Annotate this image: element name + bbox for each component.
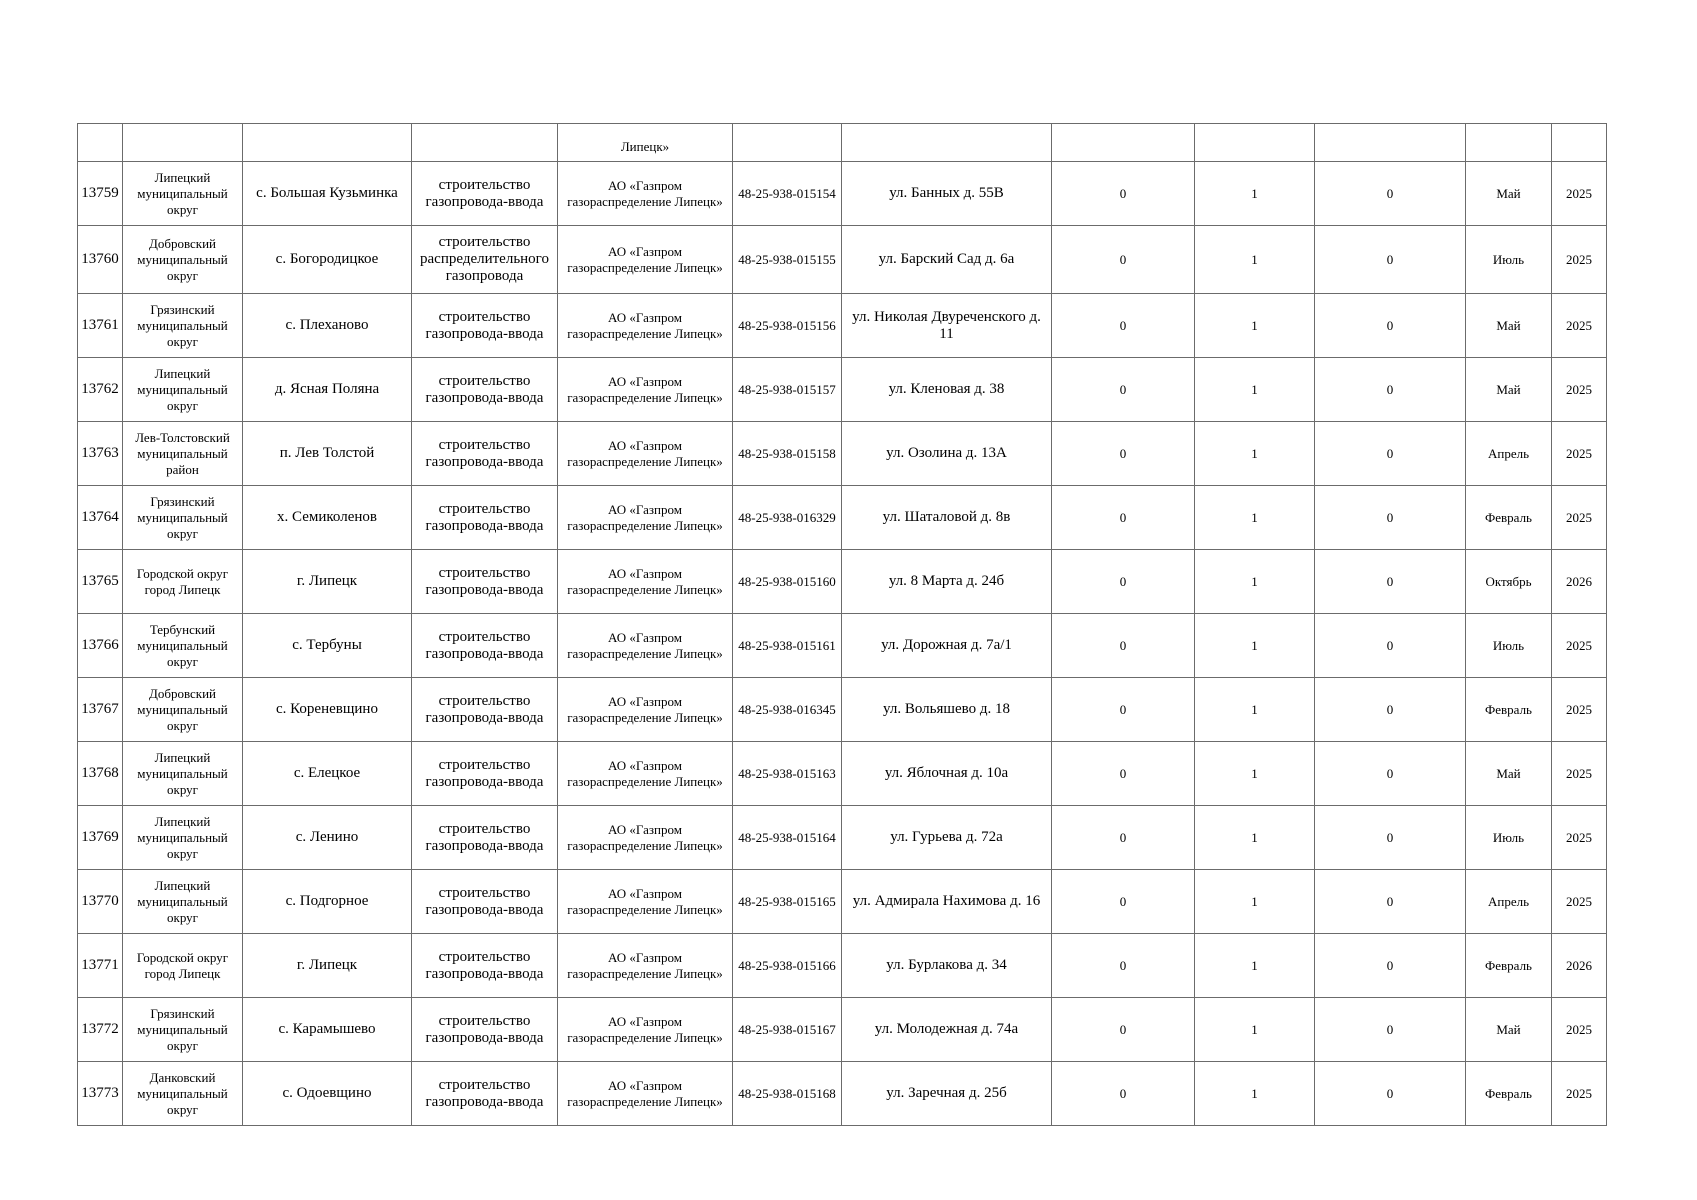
cell-year: 2025 xyxy=(1552,294,1607,358)
cell-month: Апрель xyxy=(1466,870,1552,934)
table-row xyxy=(78,614,1607,678)
cell-work-type: строительство газопровода-ввода xyxy=(412,678,558,742)
cell-number: 13772 xyxy=(78,998,123,1062)
cell-year: 2026 xyxy=(1552,934,1607,998)
cell-address: ул. Заречная д. 25б xyxy=(842,1062,1052,1126)
cell-code: 48-25-938-015168 xyxy=(733,1062,842,1126)
cell-address: ул. Гурьева д. 72а xyxy=(842,806,1052,870)
cell-count-3: 0 xyxy=(1315,678,1466,742)
cell-count-1: 0 xyxy=(1052,162,1195,226)
cell-count-2: 1 xyxy=(1195,422,1315,486)
cell-locality: с. Большая Кузьминка xyxy=(243,162,412,226)
cell-year: 2026 xyxy=(1552,550,1607,614)
cell-code: 48-25-938-016329 xyxy=(733,486,842,550)
cell-count-2: 1 xyxy=(1195,162,1315,226)
cell-code: 48-25-938-016345 xyxy=(733,678,842,742)
cell-locality: с. Ленино xyxy=(243,806,412,870)
cell-year: 2025 xyxy=(1552,614,1607,678)
cell-district: Данковский муниципальный округ xyxy=(123,1062,243,1126)
cell-organization: АО «Газпром газораспределение Липецк» xyxy=(558,226,733,294)
table-row xyxy=(78,806,1607,870)
table-row xyxy=(78,226,1607,294)
cell-count-1: 0 xyxy=(1052,226,1195,294)
cell-count-3: 0 xyxy=(1315,422,1466,486)
cell-organization: АО «Газпром газораспределение Липецк» xyxy=(558,486,733,550)
cell-code: 48-25-938-015160 xyxy=(733,550,842,614)
cell-number: 13770 xyxy=(78,870,123,934)
cell-count-3: 0 xyxy=(1315,934,1466,998)
table-row xyxy=(78,294,1607,358)
table-row xyxy=(78,162,1607,226)
cell-count-1: 0 xyxy=(1052,294,1195,358)
cell-month: Февраль xyxy=(1466,1062,1552,1126)
cell-work-type xyxy=(412,124,558,162)
cell-year xyxy=(1552,124,1607,162)
table-row xyxy=(78,358,1607,422)
cell-work-type: строительство газопровода-ввода xyxy=(412,806,558,870)
cell-address: ул. Бурлакова д. 34 xyxy=(842,934,1052,998)
cell-organization: АО «Газпром газораспределение Липецк» xyxy=(558,806,733,870)
cell-organization: АО «Газпром газораспределение Липецк» xyxy=(558,358,733,422)
cell-locality: с. Тербуны xyxy=(243,614,412,678)
cell-locality: с. Богородицкое xyxy=(243,226,412,294)
cell-month: Апрель xyxy=(1466,422,1552,486)
cell-address: ул. 8 Марта д. 24б xyxy=(842,550,1052,614)
cell-year: 2025 xyxy=(1552,486,1607,550)
cell-count-2: 1 xyxy=(1195,806,1315,870)
cell-count-3: 0 xyxy=(1315,294,1466,358)
cell-count-2: 1 xyxy=(1195,486,1315,550)
cell-work-type: строительство газопровода-ввода xyxy=(412,870,558,934)
cell-count-1: 0 xyxy=(1052,486,1195,550)
cell-district: Добровский муниципальный округ xyxy=(123,226,243,294)
cell-organization: АО «Газпром газораспределение Липецк» xyxy=(558,294,733,358)
table-row xyxy=(78,486,1607,550)
cell-organization: АО «Газпром газораспределение Липецк» xyxy=(558,162,733,226)
cell-address: ул. Кленовая д. 38 xyxy=(842,358,1052,422)
cell-count-3: 0 xyxy=(1315,358,1466,422)
cell-count-3: 0 xyxy=(1315,742,1466,806)
cell-count-3: 0 xyxy=(1315,1062,1466,1126)
cell-locality: с. Подгорное xyxy=(243,870,412,934)
cell-number: 13768 xyxy=(78,742,123,806)
table-row xyxy=(78,998,1607,1062)
cell-count-1: 0 xyxy=(1052,806,1195,870)
cell-count-2: 1 xyxy=(1195,870,1315,934)
cell-year: 2025 xyxy=(1552,678,1607,742)
table-row xyxy=(78,678,1607,742)
cell-count-2: 1 xyxy=(1195,934,1315,998)
cell-organization: АО «Газпром газораспределение Липецк» xyxy=(558,678,733,742)
cell-month: Февраль xyxy=(1466,934,1552,998)
continuation-row xyxy=(78,124,1607,162)
cell-district: Липецкий муниципальный округ xyxy=(123,806,243,870)
cell-district: Липецкий муниципальный округ xyxy=(123,358,243,422)
cell-code: 48-25-938-015163 xyxy=(733,742,842,806)
cell-count-2: 1 xyxy=(1195,358,1315,422)
cell-address: ул. Яблочная д. 10а xyxy=(842,742,1052,806)
cell-locality: г. Липецк xyxy=(243,550,412,614)
cell-month: Май xyxy=(1466,294,1552,358)
cell-number: 13773 xyxy=(78,1062,123,1126)
cell-locality: с. Кореневщино xyxy=(243,678,412,742)
cell-code: 48-25-938-015166 xyxy=(733,934,842,998)
cell-count-1: 0 xyxy=(1052,678,1195,742)
table-row xyxy=(78,742,1607,806)
cell-month: Октябрь xyxy=(1466,550,1552,614)
cell-district: Грязинский муниципальный округ xyxy=(123,294,243,358)
cell-year: 2025 xyxy=(1552,870,1607,934)
cell-count-1: 0 xyxy=(1052,742,1195,806)
cell-number: 13764 xyxy=(78,486,123,550)
cell-district: Липецкий муниципальный округ xyxy=(123,870,243,934)
cell-month: Май xyxy=(1466,998,1552,1062)
cell-year: 2025 xyxy=(1552,1062,1607,1126)
cell-count-1: 0 xyxy=(1052,870,1195,934)
cell-year: 2025 xyxy=(1552,422,1607,486)
cell-count-2: 1 xyxy=(1195,550,1315,614)
cell-count-2: 1 xyxy=(1195,614,1315,678)
cell-work-type: строительство распределительного газопровода xyxy=(412,226,558,294)
cell-count-3: 0 xyxy=(1315,162,1466,226)
cell-year: 2025 xyxy=(1552,162,1607,226)
cell-work-type: строительство газопровода-ввода xyxy=(412,614,558,678)
cell-number: 13767 xyxy=(78,678,123,742)
cell-locality: с. Елецкое xyxy=(243,742,412,806)
cell-district: Городской округ город Липецк xyxy=(123,550,243,614)
cell-count-1: 0 xyxy=(1052,998,1195,1062)
cell-number: 13760 xyxy=(78,226,123,294)
cell-count-2: 1 xyxy=(1195,998,1315,1062)
table-row xyxy=(78,550,1607,614)
cell-number: 13769 xyxy=(78,806,123,870)
cell-district: Тербунский муниципальный округ xyxy=(123,614,243,678)
cell-locality: п. Лев Толстой xyxy=(243,422,412,486)
cell-count-2: 1 xyxy=(1195,742,1315,806)
cell-locality: с. Плеханово xyxy=(243,294,412,358)
cell-count-1: 0 xyxy=(1052,934,1195,998)
cell-address: ул. Адмирала Нахимова д. 16 xyxy=(842,870,1052,934)
cell-work-type: строительство газопровода-ввода xyxy=(412,422,558,486)
cell-month: Февраль xyxy=(1466,678,1552,742)
cell-address: ул. Вольяшево д. 18 xyxy=(842,678,1052,742)
cell-month: Июль xyxy=(1466,226,1552,294)
cell-count-3: 0 xyxy=(1315,486,1466,550)
cell-district: Грязинский муниципальный округ xyxy=(123,486,243,550)
cell-district: Добровский муниципальный округ xyxy=(123,678,243,742)
cell-month xyxy=(1466,124,1552,162)
cell-count-1: 0 xyxy=(1052,358,1195,422)
cell-address: ул. Шаталовой д. 8в xyxy=(842,486,1052,550)
cell-number: 13766 xyxy=(78,614,123,678)
cell-number: 13765 xyxy=(78,550,123,614)
cell-district: Лев-Толстовский муниципальный район xyxy=(123,422,243,486)
cell-count-3: 0 xyxy=(1315,226,1466,294)
cell-work-type: строительство газопровода-ввода xyxy=(412,162,558,226)
cell-number xyxy=(78,124,123,162)
cell-code: 48-25-938-015167 xyxy=(733,998,842,1062)
cell-count-3 xyxy=(1315,124,1466,162)
table-row xyxy=(78,422,1607,486)
cell-district: Грязинский муниципальный округ xyxy=(123,998,243,1062)
cell-number: 13761 xyxy=(78,294,123,358)
cell-work-type: строительство газопровода-ввода xyxy=(412,486,558,550)
cell-count-1: 0 xyxy=(1052,614,1195,678)
cell-count-2: 1 xyxy=(1195,294,1315,358)
cell-code: 48-25-938-015156 xyxy=(733,294,842,358)
cell-organization: АО «Газпром газораспределение Липецк» xyxy=(558,1062,733,1126)
cell-year: 2025 xyxy=(1552,358,1607,422)
cell-address: ул. Банных д. 55В xyxy=(842,162,1052,226)
table-row xyxy=(78,1062,1607,1126)
cell-count-1 xyxy=(1052,124,1195,162)
cell-number: 13759 xyxy=(78,162,123,226)
cell-address: ул. Николая Двуреченского д. 11 xyxy=(842,294,1052,358)
cell-locality: х. Семиколенов xyxy=(243,486,412,550)
cell-month: Май xyxy=(1466,742,1552,806)
cell-number: 13771 xyxy=(78,934,123,998)
cell-work-type: строительство газопровода-ввода xyxy=(412,1062,558,1126)
cell-organization: АО «Газпром газораспределение Липецк» xyxy=(558,422,733,486)
cell-work-type: строительство газопровода-ввода xyxy=(412,934,558,998)
cell-address xyxy=(842,124,1052,162)
cell-organization: АО «Газпром газораспределение Липецк» xyxy=(558,614,733,678)
cell-year: 2025 xyxy=(1552,742,1607,806)
cell-count-2: 1 xyxy=(1195,226,1315,294)
cell-locality xyxy=(243,124,412,162)
cell-district: Липецкий муниципальный округ xyxy=(123,162,243,226)
cell-month: Май xyxy=(1466,358,1552,422)
cell-district: Липецкий муниципальный округ xyxy=(123,742,243,806)
cell-organization: АО «Газпром газораспределение Липецк» xyxy=(558,742,733,806)
cell-code: 48-25-938-015158 xyxy=(733,422,842,486)
cell-year: 2025 xyxy=(1552,806,1607,870)
cell-district: Городской округ город Липецк xyxy=(123,934,243,998)
cell-count-3: 0 xyxy=(1315,998,1466,1062)
cell-number: 13763 xyxy=(78,422,123,486)
cell-work-type: строительство газопровода-ввода xyxy=(412,294,558,358)
cell-year: 2025 xyxy=(1552,226,1607,294)
cell-year: 2025 xyxy=(1552,998,1607,1062)
cell-count-3: 0 xyxy=(1315,806,1466,870)
cell-locality: с. Карамышево xyxy=(243,998,412,1062)
gas-connection-table xyxy=(77,123,1607,1126)
cell-organization: АО «Газпром газораспределение Липецк» xyxy=(558,550,733,614)
cell-address: ул. Барский Сад д. 6а xyxy=(842,226,1052,294)
cell-number: 13762 xyxy=(78,358,123,422)
cell-district xyxy=(123,124,243,162)
table-row xyxy=(78,934,1607,998)
cell-address: ул. Молодежная д. 74а xyxy=(842,998,1052,1062)
cell-organization: АО «Газпром газораспределение Липецк» xyxy=(558,998,733,1062)
cell-code xyxy=(733,124,842,162)
cell-count-2: 1 xyxy=(1195,678,1315,742)
cell-code: 48-25-938-015154 xyxy=(733,162,842,226)
cell-address: ул. Дорожная д. 7а/1 xyxy=(842,614,1052,678)
cell-month: Июль xyxy=(1466,614,1552,678)
cell-work-type: строительство газопровода-ввода xyxy=(412,998,558,1062)
cell-code: 48-25-938-015157 xyxy=(733,358,842,422)
cell-month: Май xyxy=(1466,162,1552,226)
cell-code: 48-25-938-015164 xyxy=(733,806,842,870)
cell-count-3: 0 xyxy=(1315,870,1466,934)
cell-locality: с. Одоевщино xyxy=(243,1062,412,1126)
cell-count-3: 0 xyxy=(1315,550,1466,614)
cell-work-type: строительство газопровода-ввода xyxy=(412,358,558,422)
cell-count-3: 0 xyxy=(1315,614,1466,678)
cell-count-2 xyxy=(1195,124,1315,162)
table-body xyxy=(78,124,1607,1126)
cell-locality: г. Липецк xyxy=(243,934,412,998)
cell-count-2: 1 xyxy=(1195,1062,1315,1126)
cell-work-type: строительство газопровода-ввода xyxy=(412,550,558,614)
table-row xyxy=(78,870,1607,934)
cell-locality: д. Ясная Поляна xyxy=(243,358,412,422)
cell-code: 48-25-938-015161 xyxy=(733,614,842,678)
cell-work-type: строительство газопровода-ввода xyxy=(412,742,558,806)
cell-count-1: 0 xyxy=(1052,422,1195,486)
cell-organization: Липецк» xyxy=(558,124,733,162)
cell-organization: АО «Газпром газораспределение Липецк» xyxy=(558,870,733,934)
cell-month: Февраль xyxy=(1466,486,1552,550)
cell-address: ул. Озолина д. 13А xyxy=(842,422,1052,486)
cell-code: 48-25-938-015155 xyxy=(733,226,842,294)
cell-month: Июль xyxy=(1466,806,1552,870)
cell-count-1: 0 xyxy=(1052,1062,1195,1126)
cell-code: 48-25-938-015165 xyxy=(733,870,842,934)
cell-organization: АО «Газпром газораспределение Липецк» xyxy=(558,934,733,998)
cell-count-1: 0 xyxy=(1052,550,1195,614)
